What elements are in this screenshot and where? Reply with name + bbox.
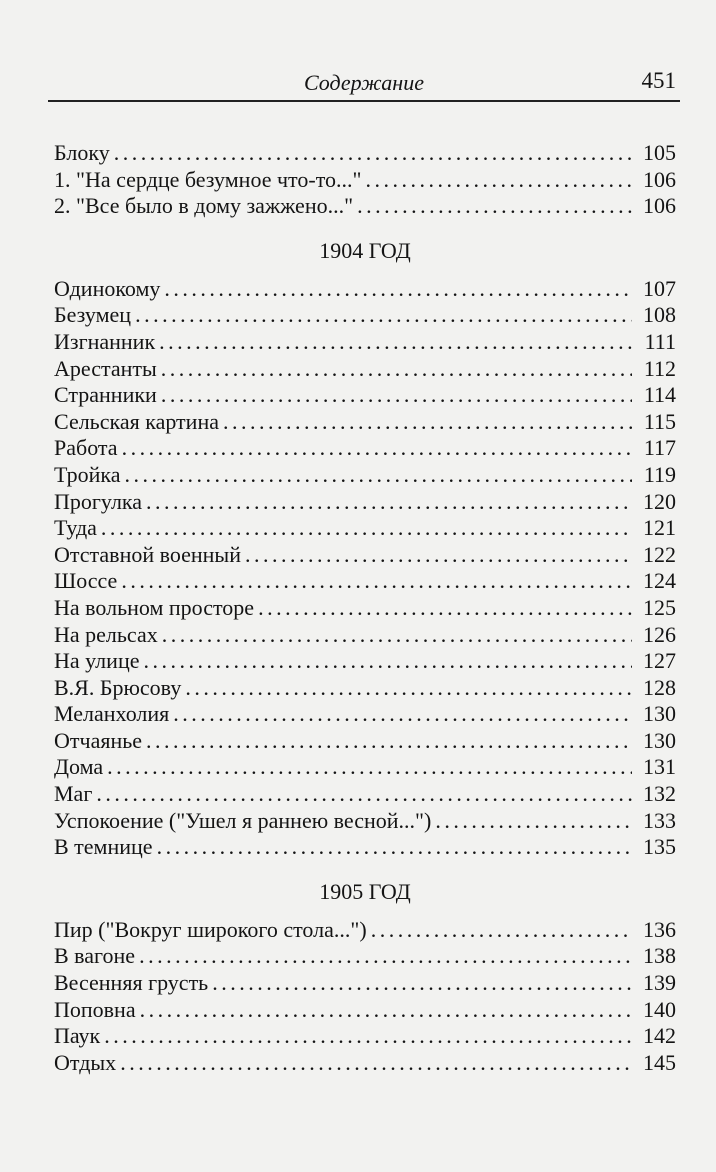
toc-entry [54,167,676,194]
toc-entry [54,997,676,1024]
entry-page: 111 [644,328,676,354]
toc-group [54,140,676,220]
dot-leader [146,728,632,755]
dot-leader [161,382,632,409]
year-heading: 1904 ГОД [319,237,411,263]
toc-entry [54,808,676,835]
table-of-contents [54,140,676,1076]
entry-page: 119 [643,461,676,487]
dot-leader [173,701,632,728]
toc-entry [54,754,676,781]
entry-page: 121 [643,515,676,541]
entry-title: Паук [54,1023,101,1049]
entry-page: 117 [643,435,676,461]
toc-entry [54,834,676,861]
dot-leader [104,1023,632,1050]
toc-entry [54,917,676,944]
dot-leader [159,329,632,356]
dot-leader [258,595,632,622]
entry-title: Отдых [54,1049,117,1075]
entry-title: Пир ("Вокруг широкого стола...") [54,916,367,942]
entry-page: 106 [643,166,676,192]
entry-page: 125 [643,594,676,620]
entry-title: Безумец [54,302,132,328]
entry-title: Маг [54,781,93,807]
entry-title: Весенняя грусть [54,970,209,996]
entry-page: 140 [643,996,676,1022]
header-page-number: 451 [641,68,676,93]
toc-entry [54,970,676,997]
entry-page: 145 [643,1049,676,1075]
dot-leader [157,834,632,861]
toc-entry [54,356,676,383]
entry-page: 112 [643,355,676,381]
entry-title: Меланхолия [54,701,170,727]
dot-leader [212,970,632,997]
toc-entry [54,542,676,569]
entry-page: 120 [643,488,676,514]
entry-title: Успокоение ("Ушел я раннею весной...") [54,807,432,833]
entry-title: Тройка [54,461,121,487]
toc-entry [54,648,676,675]
dot-leader [371,917,632,944]
dot-leader [435,808,632,835]
entry-title: На улице [54,648,140,674]
entry-title: В темнице [54,834,153,860]
dot-leader [120,1050,632,1077]
entry-title: 2. "Все было в дому зажжено..." [54,193,354,219]
dot-leader [121,568,632,595]
toc-entry [54,435,676,462]
entry-page: 122 [643,541,676,567]
dot-leader [161,356,632,383]
toc-group [54,226,676,861]
entry-title: Блоку [54,140,110,165]
toc-entry [54,489,676,516]
toc-entry [54,382,676,409]
dot-leader [140,997,632,1024]
entry-title: Одинокому [54,275,161,301]
toc-entry [54,595,676,622]
toc-entry [54,675,676,702]
dot-leader [139,943,632,970]
dot-leader [162,622,632,649]
entry-page: 131 [643,754,676,780]
entry-page: 115 [643,408,676,434]
entry-title: В вагоне [54,943,136,969]
entry-page: 124 [643,568,676,594]
dot-leader [122,435,632,462]
toc-group [54,867,676,1077]
entry-page: 136 [643,916,676,942]
dot-leader [357,193,632,220]
dot-leader [101,515,632,542]
entry-title: Дома [54,754,104,780]
toc-entry [54,329,676,356]
entry-page: 127 [643,648,676,674]
entry-page: 114 [643,382,676,408]
toc-entry [54,302,676,329]
entry-title: Туда [54,515,97,541]
toc-entry [54,1023,676,1050]
year-heading: 1905 ГОД [319,878,411,904]
entry-title: Работа [54,435,118,461]
entry-title: В.Я. Брюсову [54,674,182,700]
toc-entry [54,276,676,303]
header-rule [48,100,680,102]
entry-page: 138 [643,943,676,969]
dot-leader [164,276,632,303]
toc-entry [54,943,676,970]
dot-leader [96,781,632,808]
dot-leader [107,754,632,781]
entry-title: Шоссе [54,568,118,594]
dot-leader [245,542,632,569]
entry-page: 106 [643,193,676,219]
toc-entry [54,193,676,220]
dot-leader [146,489,632,516]
toc-entry [54,515,676,542]
entry-page: 128 [643,674,676,700]
entry-page: 139 [643,970,676,996]
toc-entry [54,1050,676,1077]
dot-leader [125,462,633,489]
dot-leader [143,648,632,675]
entry-page: 135 [643,834,676,860]
entry-page: 130 [643,701,676,727]
dot-leader [185,675,632,702]
entry-page: 105 [643,140,676,165]
entry-page: 107 [643,275,676,301]
dot-leader [135,302,632,329]
toc-entry [54,728,676,755]
toc-entry [54,140,676,167]
entry-title: На вольном просторе [54,594,255,620]
entry-title: На рельсах [54,621,158,647]
toc-entry [54,701,676,728]
header-title: Содержание [303,70,424,95]
toc-entry [54,409,676,436]
toc-entry [54,568,676,595]
dot-leader [366,167,633,194]
toc-entry [54,462,676,489]
entry-page: 108 [643,302,676,328]
entry-page: 126 [643,621,676,647]
entry-title: Странники [54,382,157,408]
entry-title: Отчаянье [54,727,143,753]
dot-leader [114,140,632,167]
toc-entry [54,781,676,808]
running-header [48,66,680,100]
entry-title: Отставной военный [54,541,241,567]
entry-page: 130 [643,727,676,753]
dot-leader [223,409,632,436]
entry-page: 142 [643,1023,676,1049]
entry-page: 132 [643,781,676,807]
entry-title: Изгнанник [54,328,156,354]
entry-title: Сельская картина [54,408,219,434]
entry-title: 1. "На сердце безумное что-то..." [54,166,362,192]
entry-title: Арестанты [54,355,157,381]
entry-page: 133 [643,807,676,833]
entry-title: Прогулка [54,488,143,514]
entry-title: Поповна [54,996,136,1022]
toc-entry [54,622,676,649]
